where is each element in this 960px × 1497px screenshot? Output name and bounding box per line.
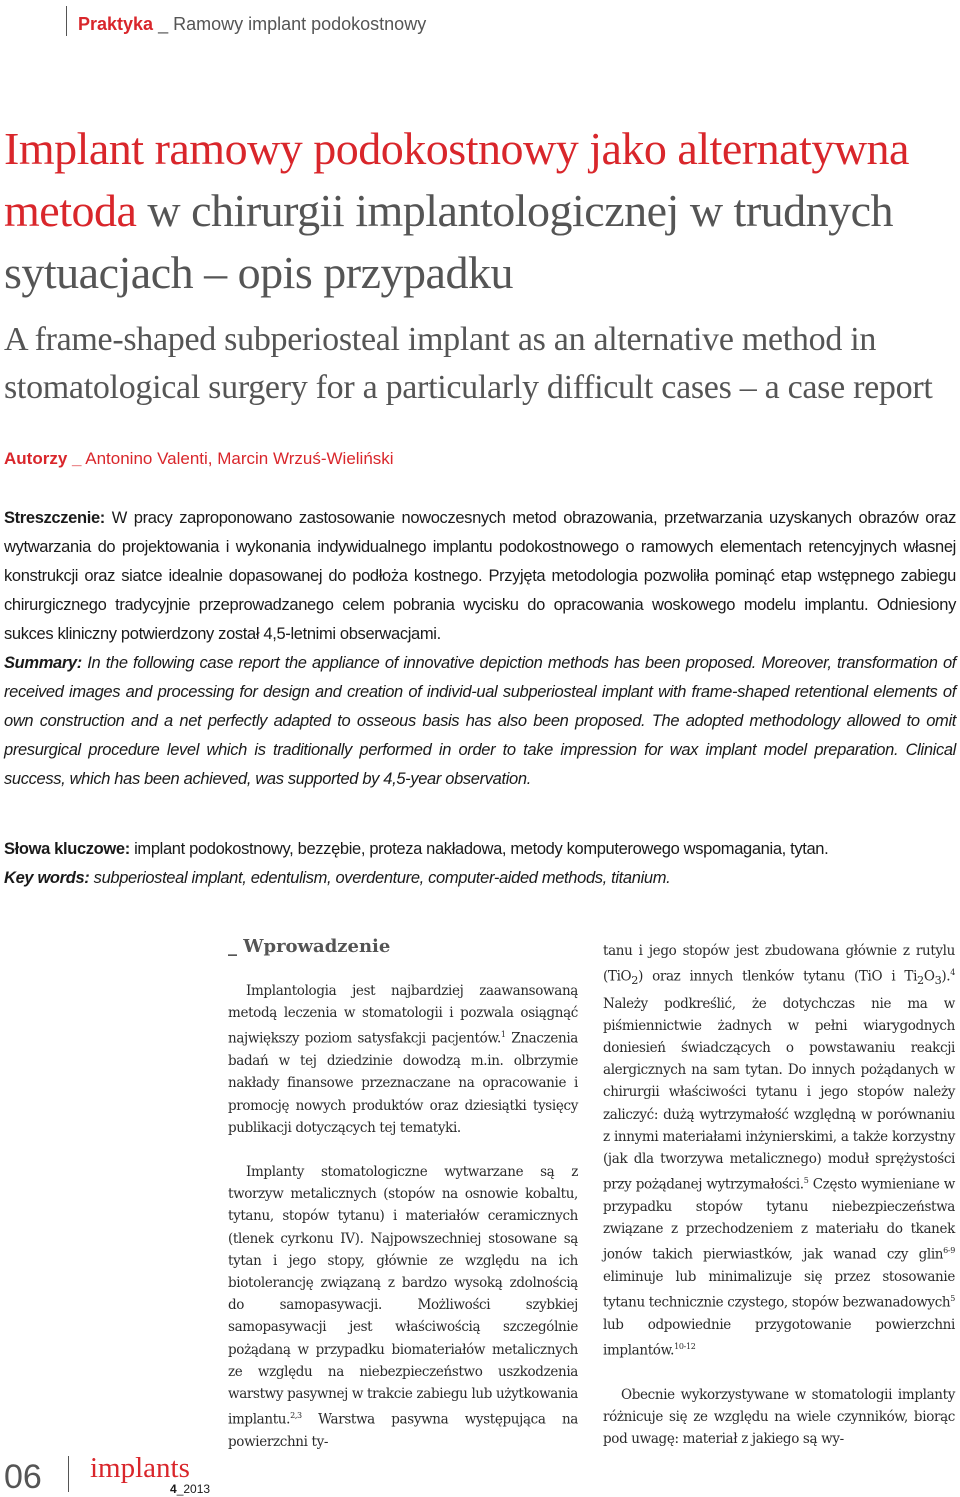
paragraph-text: Należy podkreślić, że dotychczas nie ma w piśmiennictwie żadnych w pełni wiarygodnych doniesień świadczących o powstawaniu reakcji alergicznych na sam tytan. Do innych pożądanych w chirurgii właściwości tytanu i jego stopów należy zaliczyć: dużą wytrzymałość względną w porównaniu z innymi materiałami inżynierskimi, a także korzystny (jak dla tworzywa metalicznego) moduł sprężystości przy pożądanej wytrzymałości.: [603, 995, 955, 1193]
abstract-en-label: Summary:: [4, 654, 82, 672]
abstract-en-text: In the following case report the appliance of innovative depiction methods has been proposed. Moreover, transformation of received images and processing for design and creation of individ-ual subperiosteal implant with frame-shaped retentional elements of own construction and a net perfectly adapted to osseous basis has also been proposed. The adopted methodology allowed to omit presurgical procedure level which is traditionally performed in order to take impression for wax implant model preparation. Clinical success, which has been achieved, was supported by 4,5-year observation.: [4, 654, 956, 788]
magazine-logo: implants: [90, 1452, 190, 1484]
paragraph-text: Implanty stomatologiczne wytwarzane są z tworzyw metalicznych (stopów na osnowie kobaltu, tytanu, stopów tytanu) i materiałów ceramicznych (tlenek cyrkonu IV). Najpowszechniej stosowane są tytan i jego stopy, głównie ze względu na ich biotolerancję związaną z bardzo wysoką zdolnością do samopasywacji. Możliwości szybkiej samopasywacji jest właściwością szczególnie pożądaną w przypadku biomateriałów metalicznych ze względu na niebezpieczeństwo uszkodzenia warstwy pasywnej w trakcie zabiegu lub użytkowania implantu.: [228, 1163, 578, 1428]
footnote-ref: 5: [803, 1176, 809, 1186]
paragraph-text: tanu i jego stopów jest zbudowana głównie z rutylu (TiO: [603, 943, 955, 985]
authors-label: Autorzy _: [4, 449, 82, 468]
keywords: [4, 835, 956, 893]
abstract: [4, 504, 956, 794]
header-separator: _: [153, 14, 174, 34]
section-heading-introduction: _ Wprowadzenie: [228, 936, 391, 957]
section-label: Praktyka: [78, 14, 154, 34]
footnote-ref: 4: [950, 968, 955, 978]
keywords-en-label: Key words:: [4, 869, 90, 887]
keywords-en: [4, 869, 670, 887]
paragraph-text: Znaczenia badań w tej dziedzinie dowodzą m.in. olbrzymie nakłady finansowe przeznaczane na opracowanie i promocję nowych produktów oraz dziesiątki tysięcy publikacji dotyczących tej tematyki.: [228, 1030, 578, 1136]
footnote-ref: 5: [950, 1294, 955, 1304]
header-subtitle: Ramowy implant podokostnowy: [173, 14, 427, 34]
body-column-2: [603, 940, 955, 1450]
abstract-en: [4, 654, 956, 788]
footer-rule: [68, 1456, 69, 1492]
paragraph: [228, 1161, 578, 1453]
paragraph-text: lub odpowiednie przygotowanie powierzchni implantów.: [603, 1316, 955, 1359]
page-footer: [0, 1452, 300, 1497]
subscript: 3: [934, 974, 942, 988]
footnote-ref: 1: [500, 1030, 506, 1040]
footnote-ref: 2,3: [290, 1411, 302, 1421]
abstract-pl-text: W pracy zaproponowano zastosowanie nowoczesnych metod obrazowania, przetwarzania uzyskanych obrazów oraz wytwarzania do projektowania i wykonania indywidualnego implantu podokostnowego o ramowych elementach retencyjnych własnej konstrukcji oraz siatce idealnie dopasowanej do podłoża kostnego. Przyjęta metodologia pozwoliła pominąć etap wstępnego zabiegu chirurgicznego tradycyjnie przeprowadzanego celem pobrania wycisku do opracowania woskowego modelu implantu. Odniesiony sukces kliniczny potwierdzony został 4,5-letnimi obserwacjami.: [4, 509, 956, 643]
body-column-1: [228, 980, 578, 1453]
header-rule: [66, 6, 67, 36]
paragraph-text: Implantologia jest najbardziej zaawansowaną metodą leczenia w stomatologii i pozwala osiągnąć największy poziom satysfakcji pacjentów.: [228, 983, 578, 1047]
issue-number: [170, 1482, 210, 1496]
title-polish-highlight: Implant ramowy podokostnowy jako alternatywna metoda: [4, 123, 909, 236]
paragraph: [228, 980, 578, 1139]
paragraph-text: Często wymieniane w przypadku stopów tytanu niebezpieczeństwa związane z przechodzeniem z materiału do tkanek jonów takich pierwiastków, jak wanad czy glin: [603, 1176, 955, 1263]
paragraph-text: ).: [941, 968, 951, 985]
subscript: 2: [631, 974, 639, 988]
paragraph: [603, 940, 955, 1362]
keywords-pl-text: implant podokostnowy, bezzębie, proteza nakładowa, metody komputerowego wspomagania, tytan.: [129, 840, 829, 858]
paragraph-text: eliminuje lub minimalizuje się przez stosowanie tytanu technicznie czystego, stopów bezwanadowych: [603, 1269, 955, 1311]
title-english: A frame-shaped subperiosteal implant as an alternative method in stomatological surgery for a particularly difficult cases – a case report: [4, 321, 933, 406]
issue-num: 4: [170, 1482, 177, 1496]
page-number: 06: [4, 1458, 42, 1496]
authors-names: Antonino Valenti, Marcin Wrzuś-Wieliński: [81, 449, 394, 468]
issue-year: _2013: [176, 1482, 211, 1496]
paragraph-text: Warstwa pasywna występująca na powierzchni ty-: [228, 1411, 578, 1450]
paragraph-text: Obecnie wykorzystywane w stomatologii implanty różnicuje się ze względu na wiele czynników, biorąc pod uwagę: materiał z jakiego są wy-: [603, 1386, 955, 1448]
subscript: 2: [917, 974, 924, 988]
title-polish: [4, 118, 954, 304]
footnote-ref: 10-12: [674, 1342, 696, 1352]
title-polish-rest: w chirurgii implantologicznej w trudnych sytuacjach – opis przypadku: [4, 185, 894, 298]
paragraph: [603, 1384, 955, 1451]
keywords-en-text: subperiosteal implant, edentulism, overdenture, computer-aided methods, titanium.: [89, 869, 671, 887]
paragraph-text: O: [923, 968, 935, 985]
paragraph-text: ) oraz innych tlenków tytanu (TiO i Ti: [638, 968, 918, 985]
authors-line: [4, 449, 394, 469]
header-text: [78, 14, 426, 35]
footnote-ref: 6-9: [943, 1246, 955, 1256]
abstract-pl-label: Streszczenie:: [4, 509, 105, 527]
keywords-pl-label: Słowa kluczowe:: [4, 840, 130, 858]
